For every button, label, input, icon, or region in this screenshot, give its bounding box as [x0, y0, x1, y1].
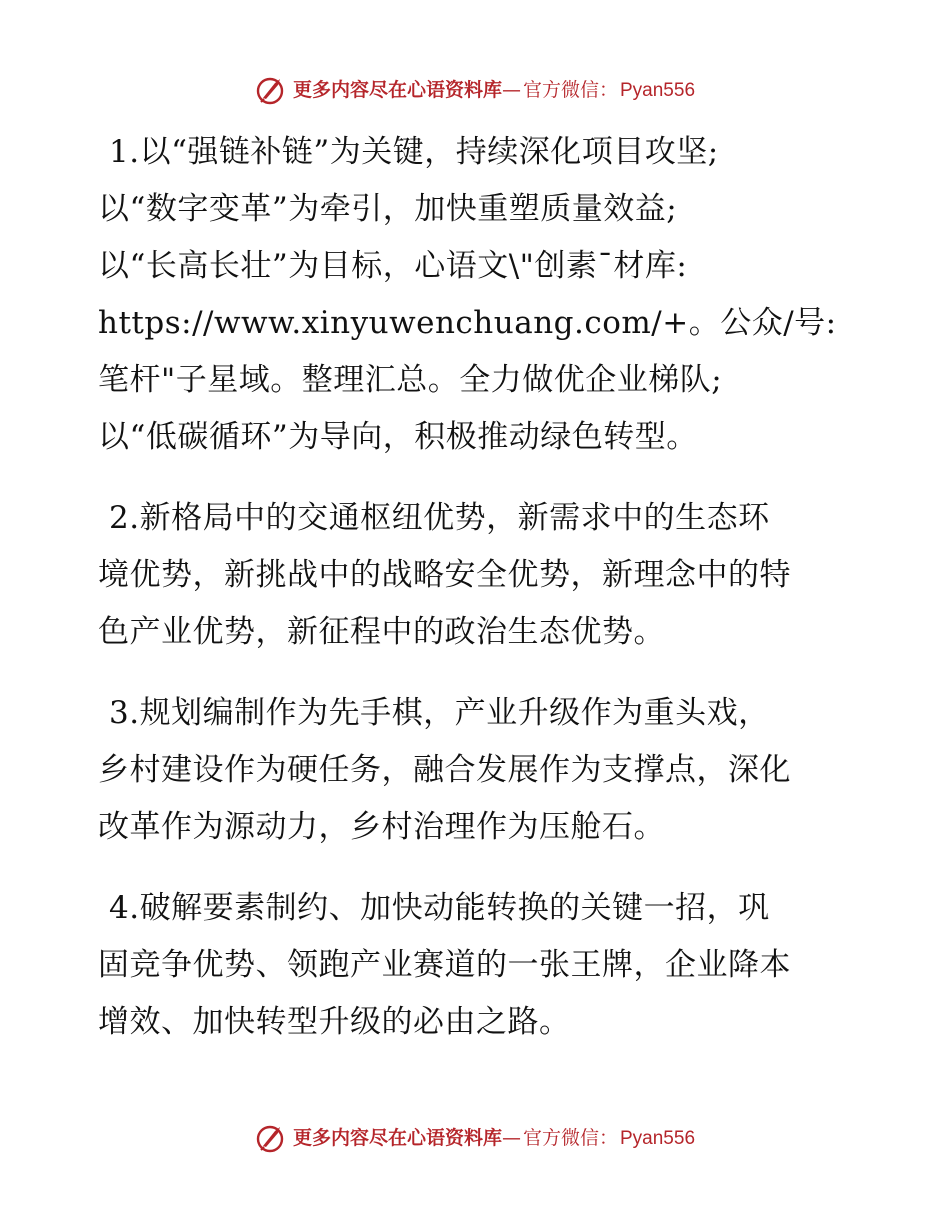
text-line: 4.破解要素制约、加快动能转换的关键一招，巩	[109, 890, 770, 926]
header-banner	[0, 70, 950, 110]
text-line: 乡村建设作为硬任务，融合发展作为支撑点，深化	[98, 752, 791, 788]
paragraph-1	[98, 124, 858, 466]
text-line: 固竞争优势、领跑产业赛道的一张王牌，企业降本	[98, 947, 791, 983]
paragraph-2	[98, 490, 858, 661]
text-line: 3.规划编制作为先手棋，产业升级作为重头戏，	[109, 695, 770, 731]
text-line: 1.以“强链补链”为关键，持续深化项目攻坚;	[109, 134, 719, 170]
text-line: 以“长高长壮”为目标，心语文\"创素¯材库:	[98, 248, 688, 284]
text-line: 增效、加快转型升级的必由之路。	[98, 1004, 571, 1040]
text-line: 色产业优势，新征程中的政治生态优势。	[98, 614, 665, 650]
footer-banner	[0, 1118, 950, 1158]
text-line: 以“数字变革”为牵引，加快重塑质量效益;	[98, 191, 678, 227]
text-line: https://www.xinyuwenchuang.com/+。公众/号:	[98, 305, 837, 341]
banner-wechat-id: Pyan556	[620, 1127, 696, 1149]
banner-text	[292, 1126, 696, 1149]
banner-wechat-id: Pyan556	[620, 79, 696, 101]
text-line: 笔杆"子星域。整理汇总。全力做优企业梯队;	[98, 362, 723, 398]
document-body	[98, 124, 858, 1075]
text-line: 以“低碳循环”为导向，积极推动绿色转型。	[98, 419, 698, 455]
text-line: 2.新格局中的交通枢纽优势，新需求中的生态环	[109, 500, 770, 536]
paragraph-4	[98, 880, 858, 1051]
banner-text	[292, 78, 696, 101]
quill-circle-icon	[255, 1122, 287, 1154]
banner-separator: —	[501, 78, 521, 101]
banner-main-text: 更多内容尽在心语资料库	[292, 78, 502, 101]
text-line: 境优势，新挑战中的战略安全优势，新理念中的特	[98, 557, 791, 593]
banner-main-text: 更多内容尽在心语资料库	[292, 1126, 502, 1149]
banner-wechat-label: 官方微信：	[522, 1126, 618, 1149]
banner-separator: —	[501, 1126, 521, 1149]
banner-wechat-label: 官方微信：	[522, 78, 618, 101]
text-line: 改革作为源动力，乡村治理作为压舱石。	[98, 809, 665, 845]
quill-circle-icon	[255, 74, 287, 106]
paragraph-3	[98, 685, 858, 856]
